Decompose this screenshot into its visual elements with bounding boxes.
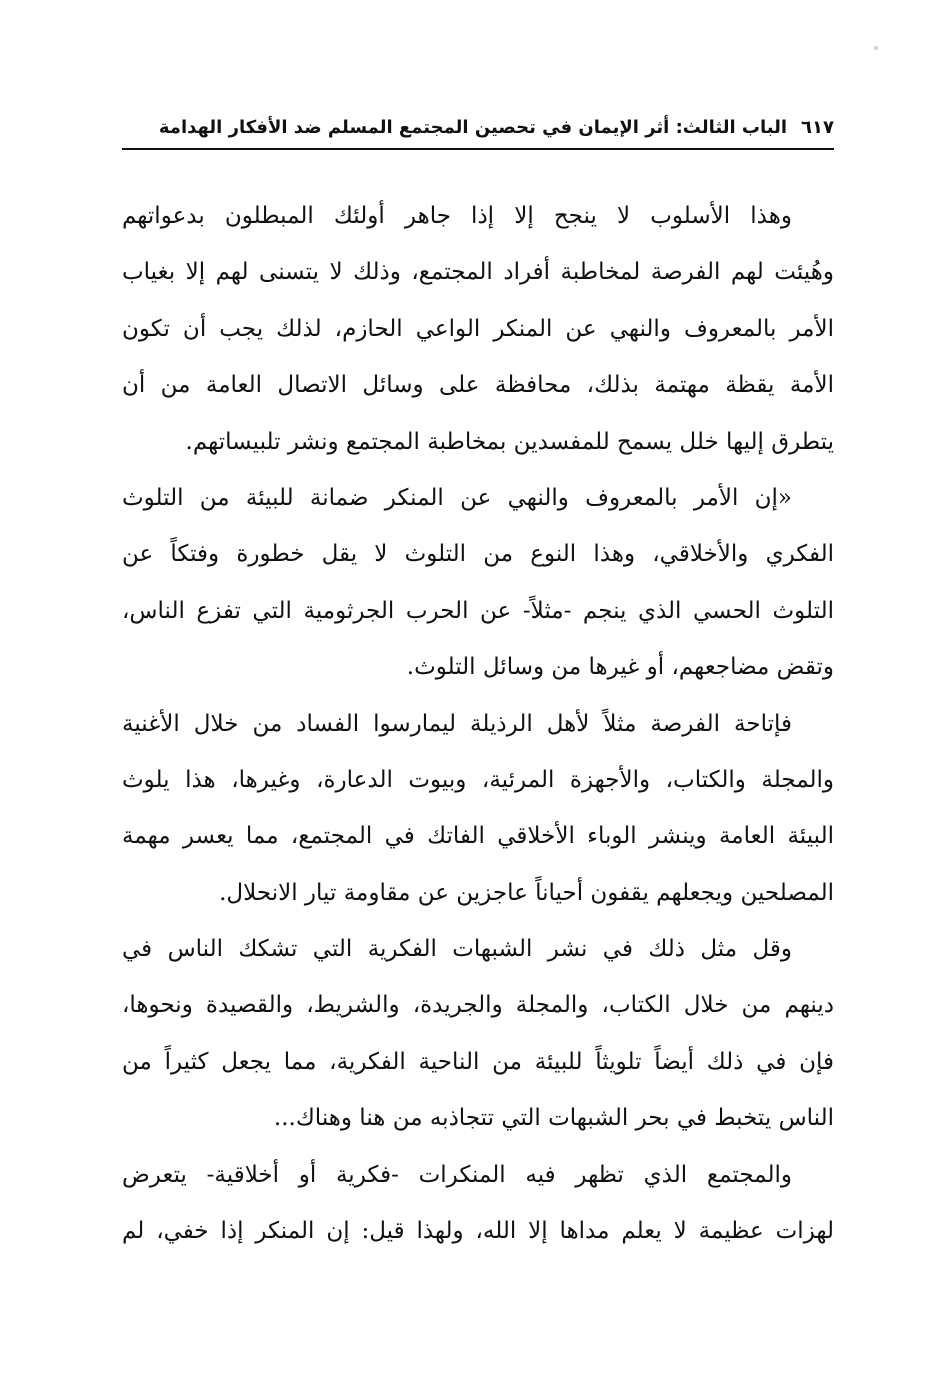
chapter-title: الباب الثالث: أثر الإيمان في تحصين المجتمع المسلم ضد الأفكار الهدامة [158,116,788,138]
text-line: البيئة العامة وينشر الوباء الأخلاقي الفاتك في المجتمع، مما يعسر مهمة [122,823,834,850]
text-line: فإن في ذلك أيضاً تلويثاً للبيئة من الناحية الفكرية، مما يجعل كثيراً من [122,1048,834,1075]
running-header [122,112,834,142]
text-line: الأمر بالمعروف والنهي عن المنكر الواعي الحازم، لذلك يجب أن تكون [122,315,834,342]
page-number: ٦١٧ [801,116,834,138]
text-line: «إن الأمر بالمعروف والنهي عن المنكر ضمانة للبيئة من التلوث [122,484,792,511]
text-line: فإتاحة الفرصة مثلاً لأهل الرذيلة ليمارسوا الفساد من خلال الأغنية [122,710,792,737]
text-line: والمجتمع الذي تظهر فيه المنكرات -فكرية أو أخلاقية- يتعرض [122,1161,792,1188]
text-line: الأمة يقظة مهتمة بذلك، محافظة على وسائل الاتصال العامة من أن [122,372,834,399]
scan-speck [874,46,878,50]
body-text [122,188,834,1259]
text-line: وتقض مضاجعهم، أو غيرها من وسائل التلوث. [406,654,834,681]
header-rule [122,148,834,150]
text-line: الفكري والأخلاقي، وهذا النوع من التلوث لا يقل خطورة وفتكاً عن [122,541,834,568]
text-line: المصلحين ويجعلهم يقفون أحياناً عاجزين عن مقاومة تيار الانحلال. [219,879,834,906]
text-line: دينهم من خلال الكتاب، والمجلة والجريدة، والشريط، والقصيدة ونحوها، [122,992,834,1019]
text-line: والمجلة والكتاب، والأجهزة المرئية، وبيوت الدعارة، وغيرها، هذا يلوث [122,766,834,793]
text-line: التلوث الحسي الذي ينجم -مثلاً- عن الحرب الجرثومية التي تفزع الناس، [122,597,834,624]
text-line: وقل مثل ذلك في نشر الشبهات الفكرية التي تشكك الناس في [122,936,792,963]
text-line: وهذا الأسلوب لا ينجح إلا إذا جاهر أولئك المبطلون بدعواتهم [122,203,792,229]
text-line: الناس يتخبط في بحر الشبهات التي تتجاذبه من هنا وهناك... [273,1105,834,1132]
text-line: يتطرق إليها خلل يسمح للمفسدين بمخاطبة المجتمع ونشر تلبيساتهم. [185,428,834,455]
text-line: وهُيئت لهم الفرصة لمخاطبة أفراد المجتمع، وذلك لا يتسنى لهم إلا بغياب [122,259,834,286]
text-line: لهزات عظيمة لا يعلم مداها إلا الله، ولهذا قيل: إن المنكر إذا خفي، لم [122,1218,834,1245]
